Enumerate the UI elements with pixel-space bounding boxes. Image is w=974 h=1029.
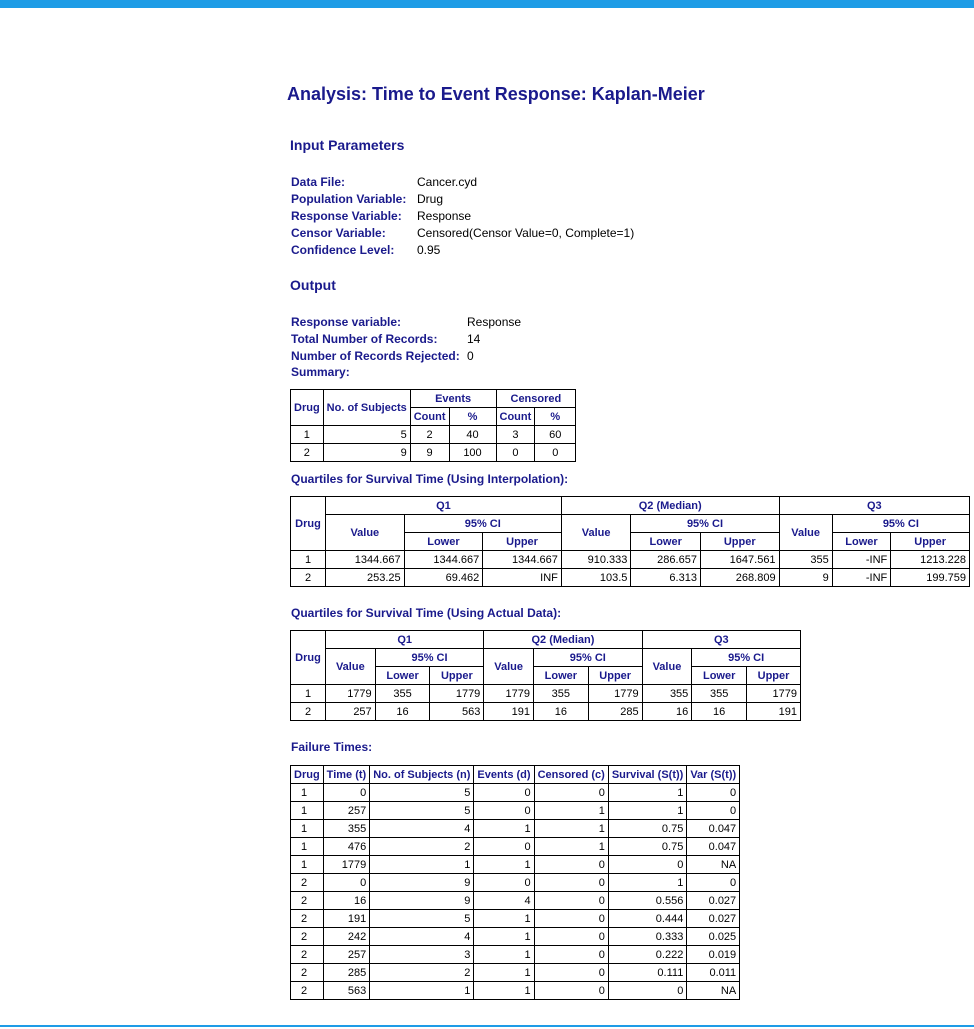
ft-cell: 0 xyxy=(474,874,534,892)
ft-row xyxy=(291,892,740,910)
qi-header-ci: 95% CI xyxy=(631,515,779,533)
qi-cell: 199.759 xyxy=(891,569,970,587)
ft-row xyxy=(291,802,740,820)
ft-cell: 0 xyxy=(534,856,608,874)
ft-cell: 2 xyxy=(291,874,324,892)
summary-header-count: Count xyxy=(496,408,535,426)
qi-cell: -INF xyxy=(832,569,891,587)
qi-cell: 1344.667 xyxy=(404,551,483,569)
ft-cell: 0.75 xyxy=(608,838,687,856)
ft-cell: 16 xyxy=(323,892,370,910)
qa-cell: 16 xyxy=(375,703,430,721)
ft-row xyxy=(291,838,740,856)
qa-header-ci: 95% CI xyxy=(375,649,484,667)
ft-cell: 0 xyxy=(687,874,740,892)
ft-cell: 1 xyxy=(291,802,324,820)
ft-row xyxy=(291,874,740,892)
summary-cell: 2 xyxy=(410,426,449,444)
qa-header-upper: Upper xyxy=(588,667,642,685)
ft-cell: 1 xyxy=(474,928,534,946)
ft-cell: 2 xyxy=(291,892,324,910)
quartiles-actual-title: Quartiles for Survival Time (Using Actual Data): xyxy=(291,606,562,620)
qi-cell: 286.657 xyxy=(631,551,701,569)
summary-cell: 5 xyxy=(323,426,410,444)
qi-header-drug: Drug xyxy=(291,497,326,551)
qi-cell: 268.809 xyxy=(700,569,779,587)
ft-header: Drug xyxy=(291,766,324,784)
output-param-label: Number of Records Rejected: xyxy=(291,349,460,363)
ft-cell: 0 xyxy=(534,928,608,946)
qa-cell: 1 xyxy=(291,685,326,703)
summary-cell: 9 xyxy=(323,444,410,462)
ft-row xyxy=(291,946,740,964)
output-param-value: 14 xyxy=(467,332,481,346)
ft-cell: 0 xyxy=(534,946,608,964)
qa-cell: 257 xyxy=(326,703,376,721)
summary-cell: 0 xyxy=(496,444,535,462)
qi-header-lower: Lower xyxy=(631,533,701,551)
summary-header-events: Events xyxy=(410,390,496,408)
ft-cell: 0.025 xyxy=(687,928,740,946)
ft-cell: 0 xyxy=(534,964,608,982)
ft-header: Var (S(t)) xyxy=(687,766,740,784)
ft-cell: 0 xyxy=(323,784,370,802)
ft-cell: 0 xyxy=(534,982,608,1000)
ft-row xyxy=(291,928,740,946)
input-param-label: Censor Variable: xyxy=(291,226,386,240)
qi-cell: 9 xyxy=(779,569,832,587)
qi-row xyxy=(291,569,970,587)
ft-cell: 0 xyxy=(323,874,370,892)
output-param-row xyxy=(291,314,521,331)
ft-cell: 1 xyxy=(370,856,474,874)
input-param-label: Data File: xyxy=(291,175,346,189)
qi-header-ci: 95% CI xyxy=(832,515,969,533)
qi-cell: 6.313 xyxy=(631,569,701,587)
ft-header: Time (t) xyxy=(323,766,370,784)
qa-cell: 1779 xyxy=(430,685,484,703)
qi-header-value: Value xyxy=(326,515,405,551)
ft-cell: 0.011 xyxy=(687,964,740,982)
ft-cell: 9 xyxy=(370,892,474,910)
qi-header-ci: 95% CI xyxy=(404,515,561,533)
quartiles-actual-table xyxy=(290,630,801,721)
summary-cell: 40 xyxy=(449,426,496,444)
ft-cell: 191 xyxy=(323,910,370,928)
output-param-value: Response xyxy=(467,315,522,329)
input-param-label: Confidence Level: xyxy=(291,243,395,257)
output-heading: Output xyxy=(290,277,336,293)
input-param-value: Cancer.cyd xyxy=(417,175,478,189)
qi-cell: 253.25 xyxy=(326,569,405,587)
input-param-row xyxy=(291,225,634,242)
output-param-label: Total Number of Records: xyxy=(291,332,438,346)
ft-cell: 0 xyxy=(534,784,608,802)
qi-header-value: Value xyxy=(561,515,631,551)
summary-row xyxy=(291,426,576,444)
ft-cell: 2 xyxy=(291,946,324,964)
qi-header-q2: Q2 (Median) xyxy=(561,497,779,515)
ft-cell: 0 xyxy=(474,838,534,856)
ft-cell: 1 xyxy=(608,874,687,892)
qi-header-q3: Q3 xyxy=(779,497,969,515)
ft-row xyxy=(291,784,740,802)
qa-cell: 355 xyxy=(692,685,747,703)
output-param-value: 0 xyxy=(467,349,474,363)
qa-cell: 1779 xyxy=(484,685,534,703)
qa-header-value: Value xyxy=(326,649,376,685)
qi-header-upper: Upper xyxy=(483,533,562,551)
summary-label: Summary: xyxy=(291,365,350,379)
qi-cell: 1344.667 xyxy=(326,551,405,569)
ft-cell: 1 xyxy=(291,838,324,856)
qi-cell: 1 xyxy=(291,551,326,569)
qi-cell: 2 xyxy=(291,569,326,587)
qa-cell: 1779 xyxy=(326,685,376,703)
ft-cell: 1 xyxy=(370,982,474,1000)
ft-cell: 1 xyxy=(534,802,608,820)
qa-cell: 563 xyxy=(430,703,484,721)
ft-cell: 2 xyxy=(370,838,474,856)
ft-cell: 0.111 xyxy=(608,964,687,982)
qi-header-lower: Lower xyxy=(404,533,483,551)
summary-cell: 2 xyxy=(291,444,324,462)
ft-cell: 0 xyxy=(687,802,740,820)
qi-cell: INF xyxy=(483,569,562,587)
qa-cell: 2 xyxy=(291,703,326,721)
ft-cell: 0 xyxy=(608,982,687,1000)
qa-header-value: Value xyxy=(484,649,534,685)
ft-cell: 285 xyxy=(323,964,370,982)
input-param-row xyxy=(291,242,440,259)
ft-cell: 0.027 xyxy=(687,892,740,910)
qa-header-ci: 95% CI xyxy=(533,649,642,667)
failure-times-title: Failure Times: xyxy=(291,740,373,754)
output-param-label: Response variable: xyxy=(291,315,402,329)
ft-cell: 2 xyxy=(291,910,324,928)
qa-header-value: Value xyxy=(642,649,692,685)
input-param-row xyxy=(291,174,477,191)
ft-cell: 563 xyxy=(323,982,370,1000)
qa-header-q2: Q2 (Median) xyxy=(484,631,642,649)
ft-cell: 0.027 xyxy=(687,910,740,928)
ft-cell: 476 xyxy=(323,838,370,856)
ft-header: Survival (S(t)) xyxy=(608,766,687,784)
input-param-value: Censored(Censor Value=0, Complete=1) xyxy=(417,226,635,240)
ft-cell: 242 xyxy=(323,928,370,946)
ft-header: No. of Subjects (n) xyxy=(370,766,474,784)
ft-cell: 0.333 xyxy=(608,928,687,946)
qa-header-lower: Lower xyxy=(375,667,430,685)
summary-table xyxy=(290,389,576,462)
ft-cell: 0.019 xyxy=(687,946,740,964)
ft-header: Censored (c) xyxy=(534,766,608,784)
input-parameters-heading: Input Parameters xyxy=(290,137,405,153)
qi-cell: -INF xyxy=(832,551,891,569)
ft-cell: NA xyxy=(687,982,740,1000)
ft-cell: 4 xyxy=(370,928,474,946)
qa-cell: 1779 xyxy=(588,685,642,703)
ft-cell: 0 xyxy=(474,784,534,802)
output-param-row xyxy=(291,348,474,365)
ft-cell: 1 xyxy=(474,910,534,928)
ft-cell: 0.444 xyxy=(608,910,687,928)
ft-cell: 0 xyxy=(534,874,608,892)
qi-row xyxy=(291,551,970,569)
input-param-label: Population Variable: xyxy=(291,192,407,206)
qa-cell: 355 xyxy=(375,685,430,703)
ft-cell: 3 xyxy=(370,946,474,964)
ft-cell: 0.75 xyxy=(608,820,687,838)
ft-cell: 1779 xyxy=(323,856,370,874)
qi-cell: 103.5 xyxy=(561,569,631,587)
qa-row xyxy=(291,703,801,721)
qa-row xyxy=(291,685,801,703)
input-param-label: Response Variable: xyxy=(291,209,402,223)
ft-cell: 355 xyxy=(323,820,370,838)
qi-cell: 910.333 xyxy=(561,551,631,569)
qa-header-upper: Upper xyxy=(747,667,801,685)
summary-header-subjects: No. of Subjects xyxy=(323,390,410,426)
quartiles-interp-table xyxy=(290,496,970,587)
ft-cell: 0 xyxy=(534,910,608,928)
ft-cell: 9 xyxy=(370,874,474,892)
summary-header-pct: % xyxy=(535,408,576,426)
ft-cell: 1 xyxy=(291,784,324,802)
summary-header-count: Count xyxy=(410,408,449,426)
ft-cell: 257 xyxy=(323,946,370,964)
top-accent-bar xyxy=(0,0,974,8)
ft-header: Events (d) xyxy=(474,766,534,784)
qa-cell: 16 xyxy=(692,703,747,721)
qa-cell: 191 xyxy=(747,703,801,721)
ft-cell: 2 xyxy=(291,928,324,946)
ft-cell: NA xyxy=(687,856,740,874)
ft-cell: 4 xyxy=(370,820,474,838)
summary-cell: 100 xyxy=(449,444,496,462)
input-param-value: Response xyxy=(417,209,472,223)
ft-cell: 5 xyxy=(370,910,474,928)
failure-times-table xyxy=(290,765,740,1000)
ft-cell: 2 xyxy=(291,964,324,982)
summary-header-censored: Censored xyxy=(496,390,576,408)
ft-cell: 1 xyxy=(474,820,534,838)
output-param-row xyxy=(291,331,480,348)
summary-cell: 60 xyxy=(535,426,576,444)
summary-cell: 1 xyxy=(291,426,324,444)
summary-header-drug: Drug xyxy=(291,390,324,426)
ft-cell: 2 xyxy=(291,982,324,1000)
ft-cell: 0.047 xyxy=(687,838,740,856)
ft-cell: 0.222 xyxy=(608,946,687,964)
bottom-accent-bar xyxy=(0,1025,974,1027)
qa-header-ci: 95% CI xyxy=(692,649,801,667)
qa-header-lower: Lower xyxy=(692,667,747,685)
qi-header-upper: Upper xyxy=(700,533,779,551)
ft-cell: 0 xyxy=(534,892,608,910)
ft-cell: 1 xyxy=(474,964,534,982)
summary-cell: 0 xyxy=(535,444,576,462)
qi-cell: 1647.561 xyxy=(700,551,779,569)
qi-cell: 1344.667 xyxy=(483,551,562,569)
quartiles-interp-title: Quartiles for Survival Time (Using Interpolation): xyxy=(291,472,569,486)
ft-row xyxy=(291,982,740,1000)
ft-cell: 1 xyxy=(291,820,324,838)
ft-cell: 0.047 xyxy=(687,820,740,838)
summary-header-pct: % xyxy=(449,408,496,426)
ft-cell: 0.556 xyxy=(608,892,687,910)
summary-row xyxy=(291,444,576,462)
qa-cell: 1779 xyxy=(747,685,801,703)
ft-cell: 5 xyxy=(370,784,474,802)
ft-cell: 1 xyxy=(474,856,534,874)
ft-cell: 5 xyxy=(370,802,474,820)
ft-cell: 0 xyxy=(608,856,687,874)
qa-header-upper: Upper xyxy=(430,667,484,685)
ft-cell: 0 xyxy=(687,784,740,802)
ft-row xyxy=(291,820,740,838)
qa-cell: 16 xyxy=(533,703,588,721)
ft-cell: 1 xyxy=(534,838,608,856)
qa-header-q1: Q1 xyxy=(326,631,484,649)
qa-cell: 355 xyxy=(642,685,692,703)
qi-header-value: Value xyxy=(779,515,832,551)
qi-header-q1: Q1 xyxy=(326,497,562,515)
qa-header-q3: Q3 xyxy=(642,631,800,649)
input-param-row xyxy=(291,191,443,208)
page-title: Analysis: Time to Event Response: Kaplan-Meier xyxy=(287,84,705,104)
ft-cell: 1 xyxy=(608,802,687,820)
input-param-value: Drug xyxy=(417,192,444,206)
input-param-value: 0.95 xyxy=(417,243,441,257)
qa-header-lower: Lower xyxy=(533,667,588,685)
qi-header-lower: Lower xyxy=(832,533,891,551)
input-param-row xyxy=(291,208,471,225)
ft-cell: 1 xyxy=(291,856,324,874)
qi-cell: 355 xyxy=(779,551,832,569)
ft-cell: 1 xyxy=(474,982,534,1000)
ft-row xyxy=(291,910,740,928)
qa-cell: 16 xyxy=(642,703,692,721)
ft-cell: 0 xyxy=(474,802,534,820)
qa-cell: 191 xyxy=(484,703,534,721)
qi-header-upper: Upper xyxy=(891,533,970,551)
qa-header-drug: Drug xyxy=(291,631,326,685)
qa-cell: 355 xyxy=(533,685,588,703)
ft-cell: 2 xyxy=(370,964,474,982)
ft-row xyxy=(291,964,740,982)
qi-cell: 69.462 xyxy=(404,569,483,587)
ft-row xyxy=(291,856,740,874)
qi-cell: 1213.228 xyxy=(891,551,970,569)
summary-cell: 9 xyxy=(410,444,449,462)
ft-cell: 4 xyxy=(474,892,534,910)
summary-cell: 3 xyxy=(496,426,535,444)
ft-cell: 1 xyxy=(474,946,534,964)
ft-cell: 257 xyxy=(323,802,370,820)
ft-cell: 1 xyxy=(534,820,608,838)
ft-cell: 1 xyxy=(608,784,687,802)
qa-cell: 285 xyxy=(588,703,642,721)
